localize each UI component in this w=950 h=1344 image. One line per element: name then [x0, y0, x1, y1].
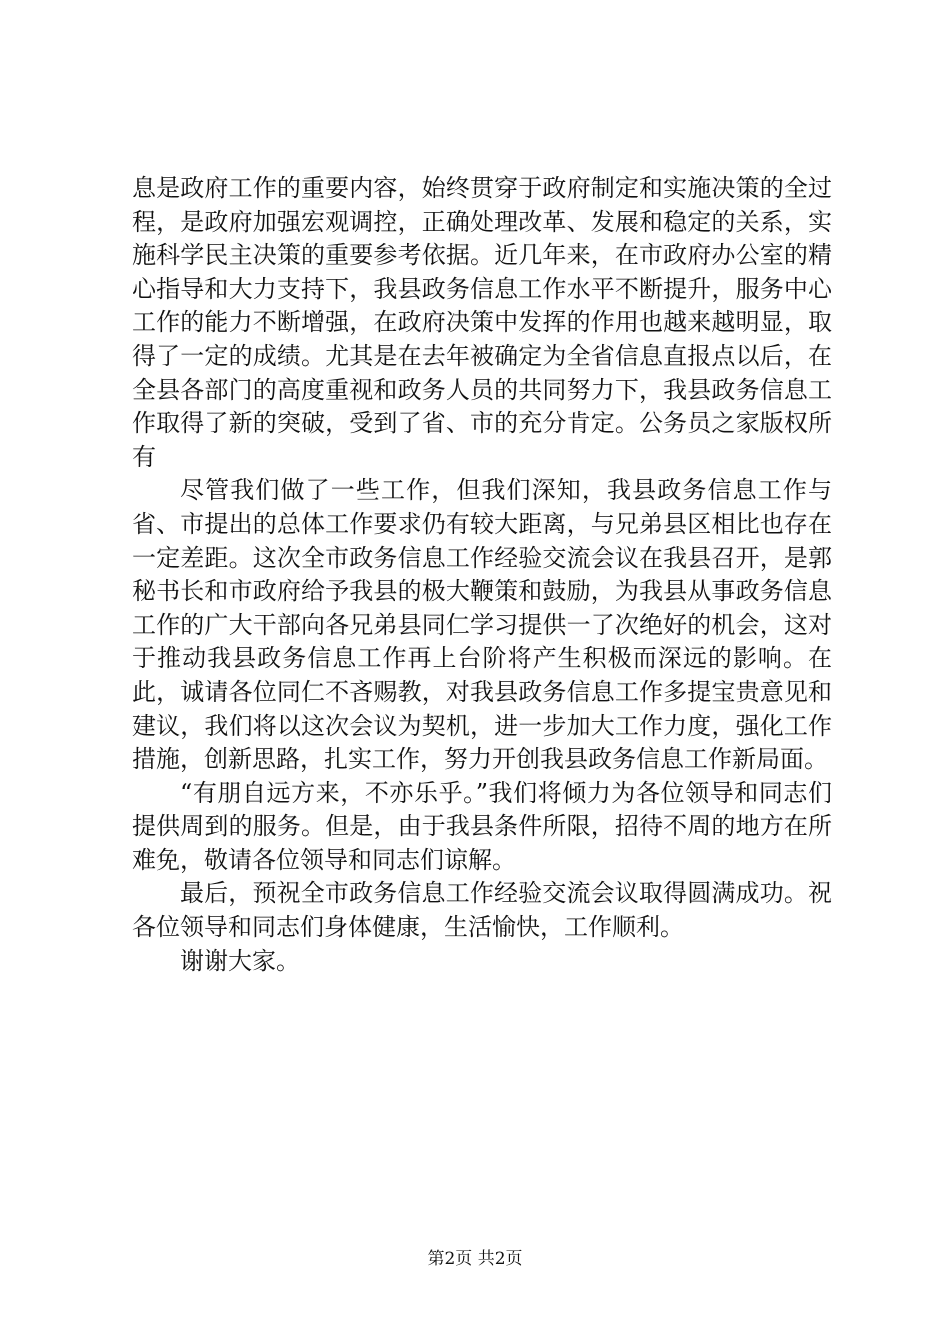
closing-line: 谢谢大家。	[180, 946, 300, 975]
paragraph: “有朋自远方来，不亦乐乎。”我们将倾力为各位领导和同志们提供周到的服务。但是，由于我县条件所限，招待不周的地方在所难免，敬请各位领导和同志们谅解。	[132, 778, 832, 874]
page-number-footer: 第2页 共2页	[427, 1249, 523, 1269]
document-body	[132, 172, 832, 978]
paragraph-continued: 息是政府工作的重要内容，始终贯穿于政府制定和实施决策的全过程，是政府加强宏观调控，正确处理改革、发展和稳定的关系，实施科学民主决策的重要参考依据。近几年来，在市政府办公室的精心指导和大力支持下，我县政务信息工作水平不断提升，服务中心工作的能力不断增强，在政府决策中发挥的作用也越来越明显，取得了一定的成绩。尤其是在去年被确定为全省信息直报点以后，在全县各部门的高度重视和政务人员的共同努力下，我县政务信息工作取得了新的突破，受到了省、市的充分肯定。公务员之家版权所有	[132, 174, 832, 471]
paragraph: 尽管我们做了一些工作，但我们深知，我县政务信息工作与省、市提出的总体工作要求仍有较大距离，与兄弟县区相比也存在一定差距。这次全市政务信息工作经验交流会议在我县召开，是郭秘书长和市政府给予我县的极大鞭策和鼓励，为我县从事政务信息工作的广大干部向各兄弟县同仁学习提供一了次绝好的机会，这对于推动我县政务信息工作再上台阶将产生积极而深远的影响。在此，诚请各位同仁不吝赐教，对我县政务信息工作多提宝贵意见和建议，我们将以这次会议为契机，进一步加大工作力度，强化工作措施，创新思路，扎实工作，努力开创我县政务信息工作新局面。	[132, 476, 832, 774]
paragraph: 最后，预祝全市政务信息工作经验交流会议取得圆满成功。祝各位领导和同志们身体健康，生活愉快，工作顺利。	[132, 879, 832, 942]
